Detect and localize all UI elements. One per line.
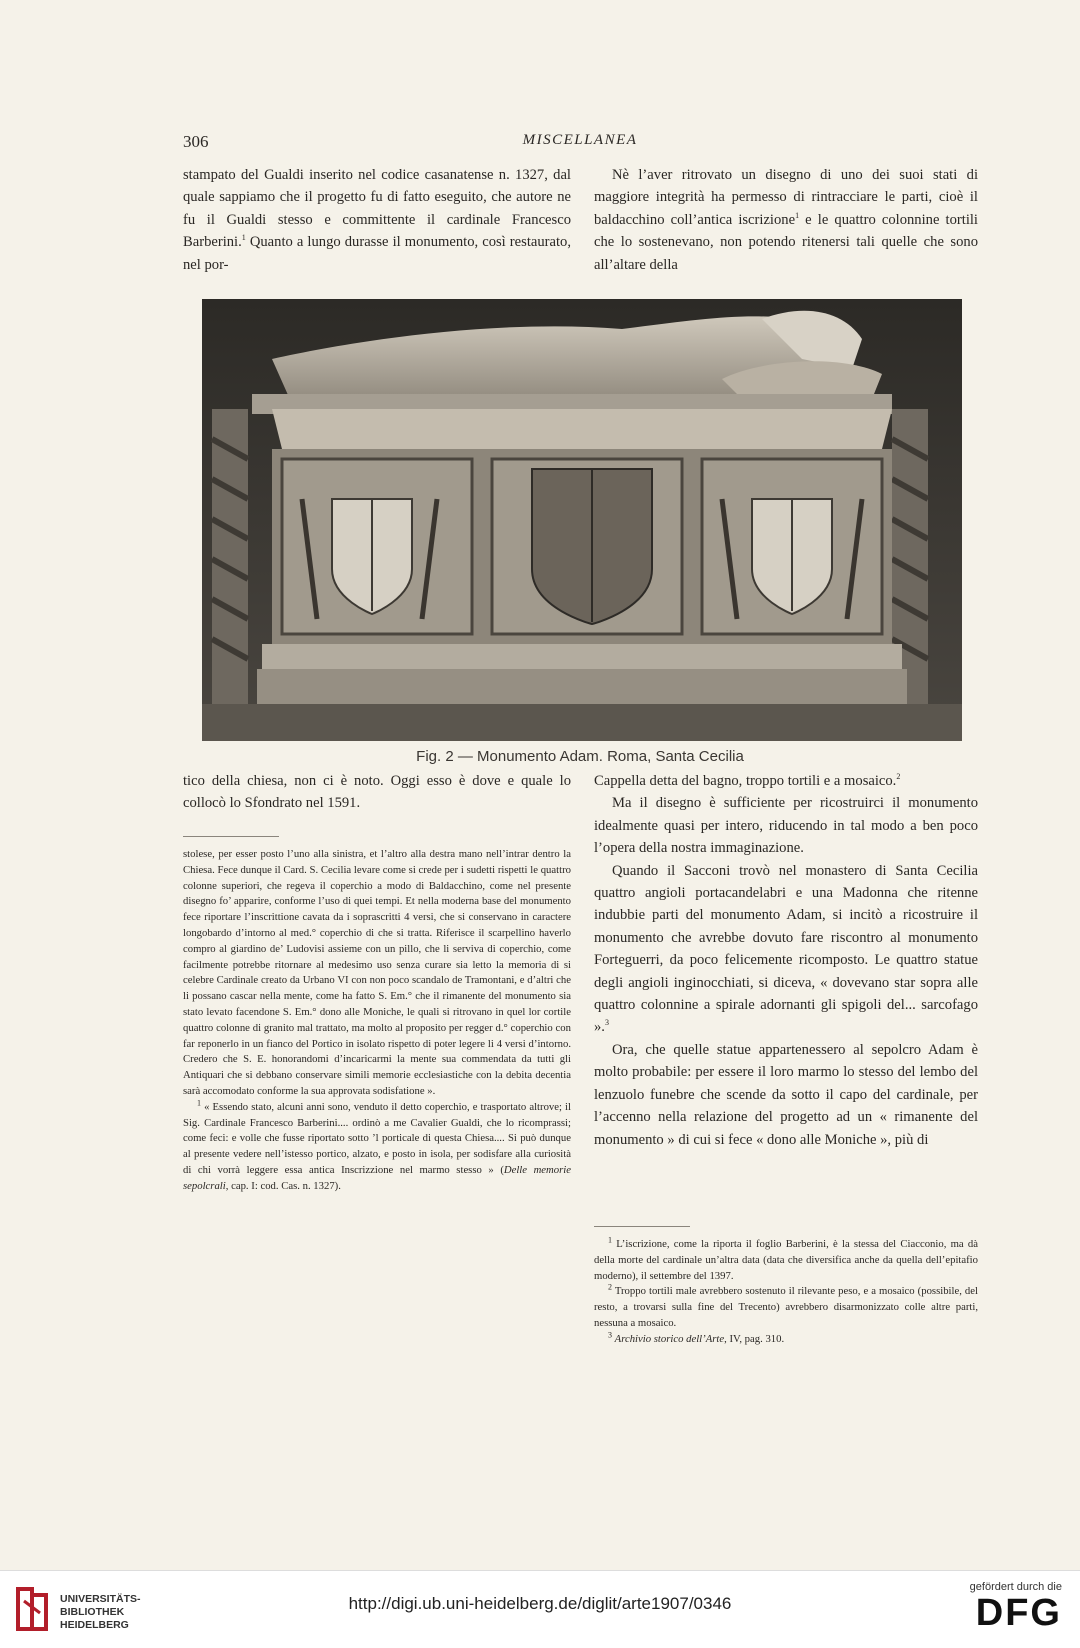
monument-illustration bbox=[202, 299, 962, 741]
paragraph: Cappella detta del bagno, troppo tortili e a mosaico.$^2$ bbox=[594, 772, 901, 789]
footnotes-left bbox=[183, 828, 571, 1195]
footnote-3: $^3$ Archivio storico dell’Arte, IV, pag. 310. bbox=[608, 1330, 785, 1345]
page-header bbox=[183, 132, 977, 156]
footnote-ref[interactable]: 1 bbox=[795, 210, 800, 220]
footnote-continued: stolese, per esser posto l’uno alla sinistra, et l’altro alla destra mano nell’intrar dentro la Chiesa. Fece dunque il Card. S. Cecilia levare come si crede per i sudetti rispetti le quattro colonne superiori, che regeva il coperchio a modo di Baldacchino, come nel presente disegno fo’ apparire, conforme l’uso di quei tempi. Et nella moderna base del monumento fece riportare l’inscrittione cavata da i soprascritti 4 versi, che si conservano in caractere longobardo d’intorno al med.° coperchio di che si tratta. Riferisce il scarpellino haverlo compro al giardino de’ Ludovisi assieme con un pillo, che li serviva di coperchio, come facilmente potrebbe ritornare al medesimo uso senza curare sia letto la memoria di si celebre Cardinale creato da Urbano VI con non poco scandalo de Tramontani, e d’altri che li possano cascar nella mente, come ha fatto S. Em.° che il rimanente del monumento sia stato levato facendone S. Em.° dono alle Moniche, le quali si ritrovano in quel lor cortile quattro colonne di granito mal trattato, ma molto al proposito per regger d.° coperchio con far reponerlo in un fianco del Portico in isolato rispetto di poter legere li 4 versi d’intorno. Credero che S. E. honorandomi d’incaricarmi la mente sua commendata da tutti gli Antiquari che si debbano conservare simili memorie ecclesiastiche con la debita decentia sarà accomodato conforme la sua approvata sodisfatione ». bbox=[183, 848, 571, 1097]
footnote-mark: 1 bbox=[197, 1098, 201, 1108]
figure-caption: Fig. 2 — Monumento Adam. Roma, Santa Cecilia bbox=[416, 748, 744, 765]
footnote-1: $^1$ « Essendo stato, alcuni anni sono, venduto il detto coperchio, e trasportato altrove; il Sig. Cardinale Francesco Barberini.... ordinò a me Cavalier Gualdi, che lo ricomprassi; come feci: e volle che fusse riportato sotto ’l porticale di questa Chiesa.... Si può dunque al presente vedere nell’istesso portico, alzato, e posto in isola, per sodisfare alla curiosità di chi vorrà leggere essa antica Inscrizzione nel marmo stesso » (Delle memorie sepolcrali, cap. I: cod. Cas. n. 1327). bbox=[183, 1098, 571, 1192]
footer-bar bbox=[0, 1570, 1080, 1648]
funded-by-label: gefördert durch die bbox=[969, 1581, 1062, 1593]
footnote-2: $^2$ Troppo tortili male avrebbero sostenuto il rilevante peso, e a mosaico (possibile, del resto, a trovarsi sulla fine del Trecento) avrebbero disarmonizzato colle altre parti, nessuna a mosaico. bbox=[594, 1282, 978, 1329]
dfg-credit bbox=[962, 1581, 1062, 1633]
figure-monument-photo bbox=[202, 299, 962, 741]
footnote-ref[interactable]: 1 bbox=[241, 233, 246, 243]
footnote-mark: 2 bbox=[608, 1282, 612, 1292]
top-right-column bbox=[594, 164, 978, 276]
running-head: MISCELLANEA bbox=[522, 132, 638, 148]
footnote-rule bbox=[183, 836, 279, 837]
footnote-ref[interactable]: 3 bbox=[604, 1018, 609, 1028]
paragraph: tico della chiesa, non ci è noto. Oggi esso è dove e quale lo collocò lo Sfondrato nel 1591. bbox=[183, 773, 571, 812]
top-left-column bbox=[183, 164, 571, 276]
footnotes-right bbox=[594, 1218, 978, 1348]
page-number: 306 bbox=[183, 132, 209, 151]
bottom-right-column bbox=[594, 770, 978, 1151]
permalink-link[interactable]: http://digi.ub.uni-heidelberg.de/diglit/arte1907/0346 bbox=[348, 1594, 732, 1613]
footnote-ref[interactable]: 2 bbox=[896, 772, 901, 782]
footnote-rule bbox=[594, 1226, 690, 1227]
paragraph: Ora, che quelle statue appartenessero al sepolcro Adam è molto probabile: per essere il loro marmo lo stesso del lembo del lenzuolo funebre che scende da sotto il capo del cardinale, per l’accenno nella relazione del progetto ad un « rimanente del monumento » di cui si fece « dono alle Moniche », più di bbox=[594, 1041, 978, 1148]
paragraph: Ma il disegno è sufficiente per ricostruirci il monumento idealmente quasi per intero, riducendo in tal modo a ben poco l’opera della nostra immaginazione. bbox=[594, 795, 978, 857]
footnote-mark: 3 bbox=[608, 1330, 612, 1340]
paragraph: stampato del Gualdi inserito nel codice casanatense n. 1327, dal quale sappiamo che il progetto fu di fatto eseguito, che autore ne fu il Gualdi stesso e committente il cardinale Francesco Barberini.$^1$ Quanto a lungo durasse il monumento, così restaurato, nel por- bbox=[183, 167, 571, 273]
footnote-1: $^1$ L’iscrizione, come la riporta il foglio Barberini, è la stessa del Ciacconio, ma dà della morte del cardinale un’altra data (data che diversifica anche da quella dell’epitafio moderno), il settembre del 1397. bbox=[594, 1235, 978, 1282]
paragraph: Nè l’aver ritrovato un disegno di uno dei suoi stati di maggiore integrità ha permesso di rintracciare le parti, cioè il baldacchino coll’antica iscrizione$^1$ e le quattro colonnine tortili che lo sostenevano, non potendo ritenersi tali quelle che sono all’altare della bbox=[594, 167, 978, 273]
library-name: UNIVERSITÄTS- BIBLIOTHEK HEIDELBERG bbox=[60, 1593, 141, 1631]
paragraph: Quando il Sacconi trovò nel monastero di Santa Cecilia quattro angioli portacandelabri e una Madonna che ritenne indubbie parti del monumento Adam, si incitò a ricostruire il monumento che avrebbe dovuto fare riscontro al monumento Forteguerri, da poco felicemente ricomposto. Le quattro statue degli angioli inginocchiati, si diceva, « dovevano star sopra alle quattro colonnine a spirale adornanti gli spigoli del... sarcofago ».$^3$ bbox=[594, 862, 978, 1036]
dfg-logo: DFG bbox=[975, 1592, 1062, 1634]
footnote-mark: 1 bbox=[608, 1235, 612, 1245]
bottom-left-column bbox=[183, 770, 571, 815]
